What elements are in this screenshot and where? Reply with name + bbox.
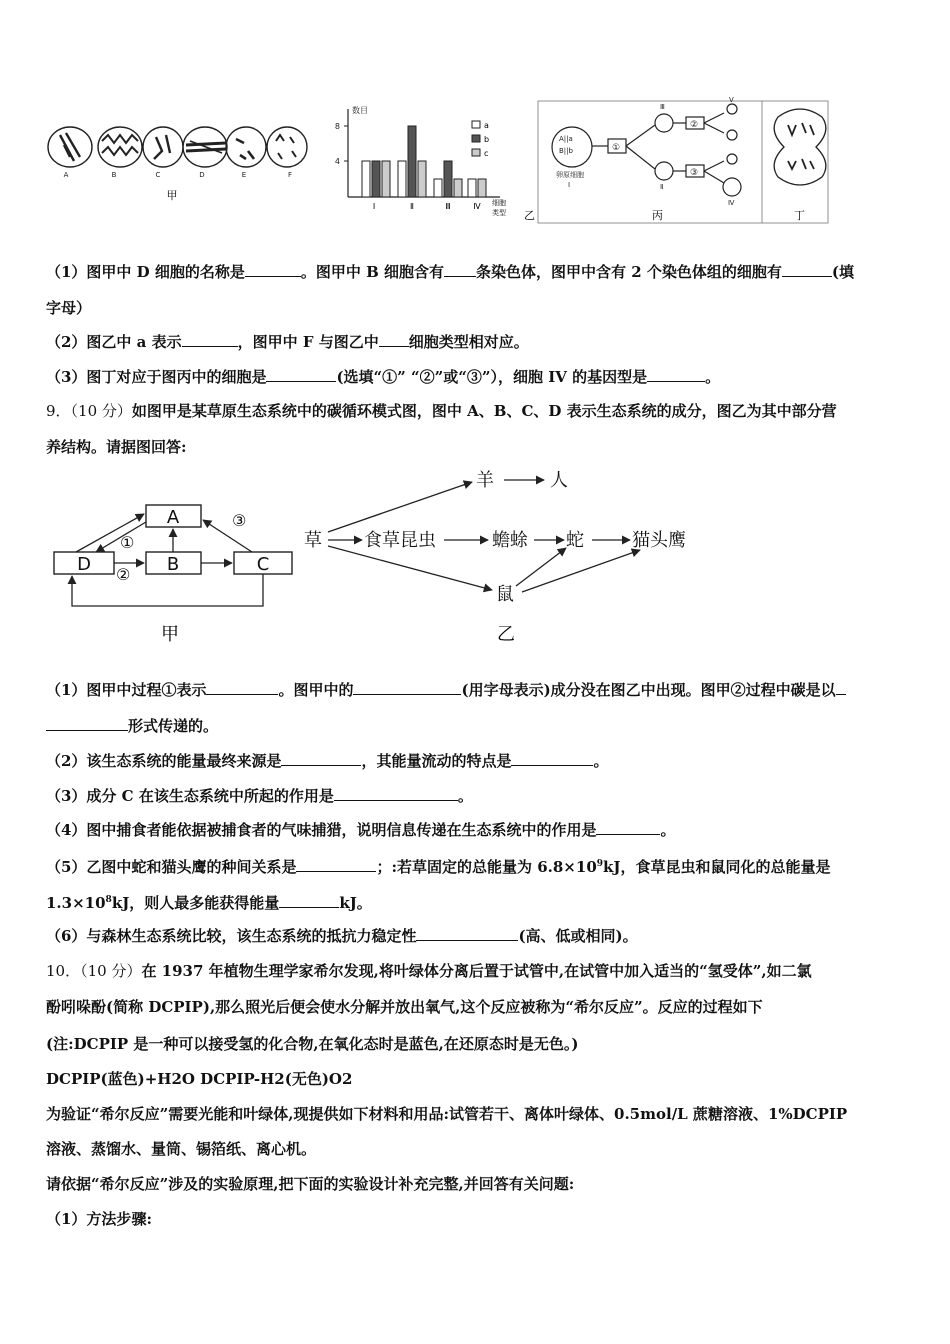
- q9-yi-label: 乙: [497, 624, 515, 645]
- yi-bar-chart: [335, 105, 506, 217]
- yi-category: Ⅰ: [372, 202, 376, 211]
- ding-figure-label: 丁: [794, 209, 805, 222]
- yi-bar: [398, 161, 406, 197]
- ding-dividing-cell: [774, 109, 826, 185]
- q9-item-4: （4）图中捕食者能依据被捕食者的气味捕猎，说明信息传递在生态系统中的作用是 。: [46, 821, 676, 839]
- jia-circle-label: ①: [120, 533, 135, 552]
- q9-item-6: （6）与森林生态系统比较，该生态系统的抵抗力稳定性 (高、低或相同)。: [46, 927, 638, 945]
- yi-food-web: [304, 470, 686, 605]
- yi-bar: [362, 161, 370, 197]
- bing-gene-text: B||b: [559, 147, 573, 155]
- jia-circle-label: ②: [116, 565, 131, 584]
- figure-q9: [46, 460, 746, 660]
- q10-line1: 10．（10 分）在 1937 年植物生理学家希尔发现,将叶绿体分离后置于试管中,在试管中加入适当的“氢受体”,如二氯: [46, 962, 812, 980]
- answer-blank[interactable]: [511, 751, 593, 766]
- q9-jia-label: 甲: [161, 624, 179, 645]
- q10-line6: 溶液、蒸馏水、量筒、锡箔纸、离心机。: [46, 1140, 317, 1158]
- yi-legend-label: c: [484, 149, 489, 158]
- yi-y-tick: 4: [334, 157, 340, 166]
- answer-blank[interactable]: [836, 680, 846, 695]
- jia-box-label: C: [256, 554, 270, 575]
- jia-cell-label: A: [63, 171, 69, 179]
- food-web-node: 蟾蜍: [492, 530, 528, 551]
- jia-box-label: A: [166, 507, 180, 528]
- q10-line5: 为验证“希尔反应”需要光能和叶绿体,现提供如下材料和用品:试管若干、离体叶绿体、0.5mol/L 蔗糖溶液、1%DCPIP: [46, 1105, 848, 1123]
- bing-circle-label: ②: [690, 120, 699, 130]
- jia-cell-labels: [64, 171, 292, 179]
- q10-line2: 酚吲哚酚(简称 DCPIP),那么照光后便会使水分解并放出氧气,这个反应被称为“希尔反应”。反应的过程如下: [46, 998, 763, 1016]
- yi-bar: [454, 179, 462, 197]
- yi-category: Ⅱ: [410, 202, 414, 211]
- jia-circle-label: ③: [232, 511, 247, 530]
- yi-bar: [434, 179, 442, 197]
- yi-figure-label: 乙: [524, 209, 535, 222]
- q8-item-1-line1: （1）图甲中 D 细胞的名称是 。图甲中 B 细胞含有 条染色体，图甲中含有 2 个染色体组的细胞有 (填: [46, 263, 855, 281]
- q9-item-2: （2）该生态系统的能量最终来源是 ，其能量流动的特点是 。: [46, 752, 609, 770]
- yi-legend-label: b: [484, 135, 490, 144]
- q9-stem-line1: 9．（10 分）如图甲是某草原生态系统中的碳循环模式图，图中 A、B、C、D 表示生态系统的成分，图乙为其中部分营: [46, 402, 837, 420]
- yi-bar: [382, 161, 390, 197]
- bing-numeral: Ⅱ: [660, 183, 664, 191]
- answer-blank[interactable]: [379, 332, 409, 347]
- q8-item-2: （2）图乙中 a 表示 ，图甲中 F 与图乙中 细胞类型相对应。: [46, 333, 529, 351]
- food-web-node: 蛇: [566, 530, 584, 551]
- q8-item-3: （3）图丁对应于图丙中的细胞是 (选填“①” “②”或“③”），细胞 IV 的基因型是 。: [46, 368, 721, 386]
- bing-numeral: Ⅳ: [728, 199, 735, 207]
- yi-y-tick: 8: [334, 122, 340, 131]
- q10-line8: （1）方法步骤:: [46, 1210, 152, 1228]
- yi-bar: [468, 179, 476, 197]
- q8-item-1-line2: 字母）: [46, 299, 92, 317]
- figure-jia-cells: [48, 127, 307, 167]
- jia-cell-label: D: [199, 171, 205, 179]
- q10-line7: 请依据“希尔反应”涉及的实验原理,把下面的实验设计补充完整,并回答有关问题:: [46, 1175, 575, 1193]
- answer-blank[interactable]: [182, 332, 238, 347]
- bing-numeral: Ⅲ: [660, 103, 665, 111]
- bing-start-label: 卵原细胞: [556, 171, 584, 179]
- food-web-node: 草: [304, 530, 322, 551]
- bing-start-num: Ⅰ: [568, 181, 571, 189]
- answer-blank[interactable]: [279, 893, 339, 908]
- answer-blank[interactable]: [596, 820, 660, 835]
- figure-row-q8: [40, 95, 920, 235]
- q9-stem-line2: 养结构。请据图回答:: [46, 438, 187, 456]
- q9-item-5-line2: $1.3\times 10^8kJ$，则人最多能获得能量 kJ。: [46, 894, 372, 912]
- answer-blank[interactable]: [647, 367, 705, 382]
- yi-category: Ⅲ: [445, 202, 451, 211]
- yi-category: Ⅳ: [473, 202, 481, 211]
- answer-blank[interactable]: [46, 716, 128, 731]
- yi-x-title: 细胞: [492, 199, 506, 207]
- answer-blank[interactable]: [416, 926, 518, 941]
- jia-box-label: D: [77, 554, 91, 575]
- bing-circle-label: ①: [612, 143, 621, 153]
- figure-q9-svg: [46, 460, 746, 660]
- bing-gene-text: A||a: [559, 135, 573, 143]
- yi-bar: [418, 161, 426, 197]
- q9-item-3: （3）成分 C 在该生态系统中所起的作用是 。: [46, 787, 473, 805]
- jia-figure-label: 甲: [166, 189, 178, 202]
- q10-line3: (注:DCPIP 是一种可以接受氢的化合物,在氧化态时是蓝色,在还原态时是无色。): [46, 1035, 579, 1053]
- answer-blank[interactable]: [266, 367, 336, 382]
- bing-meiosis-diagram: [552, 104, 741, 196]
- yi-bar: [444, 161, 452, 197]
- answer-blank[interactable]: [206, 680, 278, 695]
- yi-bar: [372, 161, 380, 197]
- answer-blank[interactable]: [353, 680, 461, 695]
- answer-blank[interactable]: [281, 751, 361, 766]
- yi-y-title: 数目: [352, 106, 368, 115]
- jia-cell-label: B: [111, 171, 117, 179]
- yi-legend-label: a: [484, 121, 489, 130]
- answer-blank[interactable]: [245, 262, 301, 277]
- food-web-node: 鼠: [496, 584, 514, 605]
- q9-item-1-line2: 形式传递的。: [46, 716, 906, 736]
- yi-bar: [408, 126, 416, 197]
- jia-box-label: B: [166, 554, 180, 575]
- food-web-node: 猫头鹰: [632, 530, 686, 551]
- jia-cell-label: F: [287, 171, 293, 179]
- answer-blank[interactable]: [334, 786, 458, 801]
- yi-bar: [478, 179, 486, 197]
- bing-labels: [556, 96, 735, 207]
- jia-cell-label: C: [155, 171, 161, 179]
- figure-q8-svg: [40, 95, 920, 235]
- bing-figure-label: 丙: [652, 209, 663, 222]
- answer-blank[interactable]: [782, 262, 832, 277]
- bing-numeral: Ⅴ: [729, 96, 734, 104]
- bing-circle-label: ③: [690, 168, 699, 178]
- answer-blank[interactable]: [296, 857, 376, 872]
- food-web-node: 食草昆虫: [364, 530, 436, 551]
- answer-blank[interactable]: [444, 262, 476, 277]
- q9-item-5-line1: （5）乙图中蛇和猫头鹰的种间关系是 ；:若草固定的总能量为 $6.8\times 10^9kJ$，食草昆虫和鼠同化的总能量是: [46, 858, 831, 876]
- q9-item-1-line1: （1）图甲中过程①表示 。图甲中的 (用字母表示)成分没在图乙中出现。图甲②过程中碳是以: [46, 680, 906, 700]
- food-web-node: 人: [550, 470, 568, 491]
- jia-cell-label: E: [241, 171, 247, 179]
- q10-line4: DCPIP(蓝色)+H2O DCPIP-H2(无色)O2: [46, 1070, 353, 1088]
- food-web-node: 羊: [476, 470, 494, 491]
- yi-x-title: 类型: [492, 209, 506, 217]
